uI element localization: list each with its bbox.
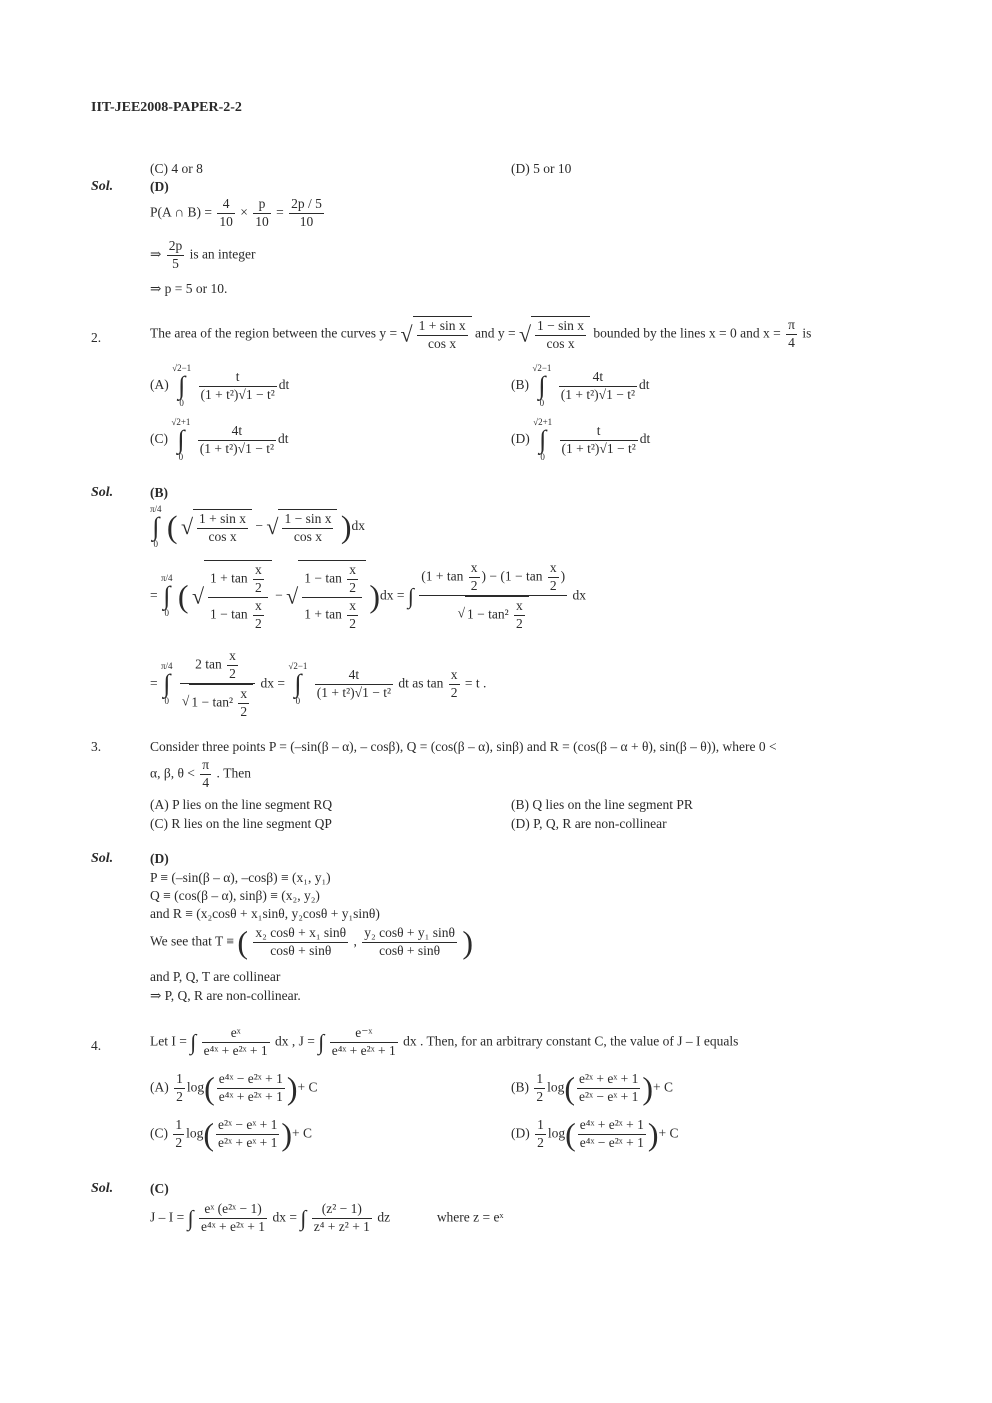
- q3-option-c: (C) R lies on the line segment QP: [150, 816, 332, 831]
- q3-sol-collinear: and P, Q, T are collinear: [150, 969, 281, 984]
- q2-text-a: The area of the region between the curves y =: [150, 325, 398, 341]
- q3-sol-conclusion: ⇒ P, Q, R are non-collinear.: [150, 988, 301, 1003]
- page-header: IIT-JEE2008-PAPER-2-2: [91, 100, 242, 115]
- q4-sol-line: J – I = ∫ $\frac{\text{eˣ (e²ˣ − 1)}}{\text{e⁴ˣ + e²ˣ + 1}}$ dx = ∫ $\frac{\text{(z² − 1)}}{\text{z⁴ + z² + 1}}$ dz where z = eˣ: [150, 1201, 504, 1234]
- q2-option-b: (B) √2−1 ∫ 0 $\frac{4t}{\text{(1 + t²)√1 − t²}}$ dt: [511, 363, 650, 408]
- q1-l1-frac2: $\frac{p}{10}$: [255, 196, 269, 229]
- q2-pi-frac: $\frac{\pi}{4}$: [788, 317, 795, 350]
- q3-sol-p: P ≡ (–sin(β – α), –cosβ) ≡ (x₁, y₁): [150, 870, 331, 885]
- q1-sol-line1: [150, 196, 326, 231]
- q1-eq: =: [276, 204, 284, 220]
- q1-sol-label: Sol.: [91, 179, 114, 194]
- q2-sol-line1: π/4 ∫ 0 ( √ $\frac{\text{1 + sin x}}{\text{cos x}}$ − √ $\frac{\text{1 − sin x}}{\text{cos x}}$ )dx: [150, 504, 366, 549]
- q3-sol-t: We see that T ≡ ( $\frac{\text{x₂ cosθ + x₁ sinθ}}{\cos\theta + \sin\theta}$ , $\frac{\text{y₂ cosθ + y₁ sinθ}}{\cos\theta + \sin\theta}$ ): [150, 924, 474, 960]
- q1-answer: (D): [150, 179, 169, 194]
- q1-times: ×: [240, 204, 248, 220]
- q3-option-d: (D) P, Q, R are non-collinear: [511, 816, 667, 831]
- q2-sol-line2: = π/4 ∫ 0 ( √ 1 + tan $\frac{x}{2}$ 1 − tan $\frac{x}{2}$ − √ 1 − tan $\frac{x}{2}$ 1 + tan $\frac{x}{2}$ )dx = ∫ (1 + tan $\frac{x}{2}$ ) − (1 − tan $\frac{x}{2}$ ) √ 1 − tan² $\frac{x}{2}$ dx: [150, 560, 586, 631]
- q1-sol-line3: ⇒ p = 5 or 10.: [150, 281, 228, 296]
- q1-arrow: ⇒: [150, 246, 162, 262]
- q2-sol-line3: = π/4 ∫ 0 2 tan $\frac{x}{2}$ √ 1 − tan² $\frac{x}{2}$ dx = √2−1 ∫ 0 $\frac{4t}{\text{(1 + t²)√1 − t²}}$ dt as tan $\frac{x}{2}$ = t .: [150, 648, 487, 719]
- q2-sol-label: Sol.: [91, 485, 114, 500]
- q4-question: Let I = ∫ $\frac{\text{eˣ}}{\text{e⁴ˣ + e²ˣ + 1}}$ dx , J = ∫ $\frac{\text{e⁻ˣ}}{\text{e⁴ˣ + e²ˣ + 1}}$ dx . Then, for an arbitrary constant C, the value of J – I equals: [150, 1025, 739, 1058]
- q2-answer: (B): [150, 485, 168, 500]
- q3-option-a: (A) P lies on the line segment RQ: [150, 797, 333, 812]
- q1-l2-text: is an integer: [189, 246, 256, 262]
- q3-sol-r: and R ≡ (x₂cosθ + x₁sinθ, y₂cosθ + y₁sinθ): [150, 906, 380, 921]
- q3-answer: (D): [150, 851, 169, 866]
- q2-text-d: is: [802, 325, 812, 341]
- q2-text-c: bounded by the lines x = 0 and x =: [593, 325, 781, 341]
- q2-text-b: and y =: [474, 325, 516, 341]
- q4-option-a: (A) $\frac{1}{2}$ log( $\frac{\text{e⁴ˣ − e²ˣ + 1}}{\text{e⁴ˣ + e²ˣ + 1}}$ )+ C: [150, 1070, 318, 1106]
- q2-number: 2.: [91, 330, 102, 345]
- q3-question-line2: α, β, θ < $\frac{\pi}{4}$ . Then: [150, 757, 251, 790]
- q4-answer: (C): [150, 1181, 169, 1196]
- q2-question: The area of the region between the curves y = √ $\frac{\text{1 + sin x}}{\text{cos x}}$ and y = √ $\frac{\text{1 − sin x}}{\text{cos x}}$ bounded by the lines x = 0 and x = $\frac{\pi}{4}$ is: [150, 317, 812, 351]
- q1-option-c: (C) 4 or 8: [150, 161, 203, 176]
- q4-sol-label: Sol.: [91, 1181, 114, 1196]
- q2-sqrt2: √: [518, 321, 532, 347]
- q4-option-d: (D) $\frac{1}{2}$ log( $\frac{\text{e⁴ˣ + e²ˣ + 1}}{\text{e⁴ˣ − e²ˣ + 1}}$ )+ C: [511, 1116, 679, 1152]
- q3-option-b: (B) Q lies on the line segment PR: [511, 797, 693, 812]
- q1-option-d: (D) 5 or 10: [511, 161, 572, 176]
- q1-l1-frac1: $\frac{4}{10}$: [219, 196, 233, 229]
- q1-l1-lhs: P(A ∩ B) =: [150, 204, 212, 220]
- q3-sol-q: Q ≡ (cos(β – α), sinβ) ≡ (x₂, y₂): [150, 888, 320, 903]
- q1-l1-frac3: $\frac{2p / 5}{10}$: [291, 196, 322, 229]
- q1-l2-frac: $\frac{2p}{5}$: [168, 238, 183, 271]
- q2-sqrt1: √: [400, 321, 413, 347]
- q3-question-line1: Consider three points P = (–sin(β – α), – cosβ), Q = (cos(β – α), sinβ) and R = (cos(β – α + θ), sin(β – θ)), where 0 <: [150, 739, 777, 754]
- q4-number: 4.: [91, 1038, 102, 1053]
- q4-option-b: (B) $\frac{1}{2}$ log( $\frac{\text{e²ˣ + eˣ + 1}}{\text{e²ˣ − eˣ + 1}}$ )+ C: [511, 1070, 674, 1106]
- q3-sol-label: Sol.: [91, 851, 114, 866]
- q2-option-d: (D) √2+1 ∫ 0 $\frac{t}{\text{(1 + t²)√1 − t²}}$ dt: [511, 417, 651, 462]
- q1-sol-line2: [150, 238, 256, 273]
- q3-number: 3.: [91, 739, 102, 754]
- q4-option-c: (C) $\frac{1}{2}$ log( $\frac{\text{e²ˣ − eˣ + 1}}{\text{e²ˣ + eˣ + 1}}$ )+ C: [150, 1116, 313, 1152]
- q2-option-c: (C) √2+1 ∫ 0 $\frac{4t}{\text{(1 + t²)√1 − t²}}$ dt: [150, 417, 289, 462]
- q2-option-a: (A) √2−1 ∫ 0 $\frac{t}{\text{(1 + t²)√1 − t²}}$ dt: [150, 363, 290, 408]
